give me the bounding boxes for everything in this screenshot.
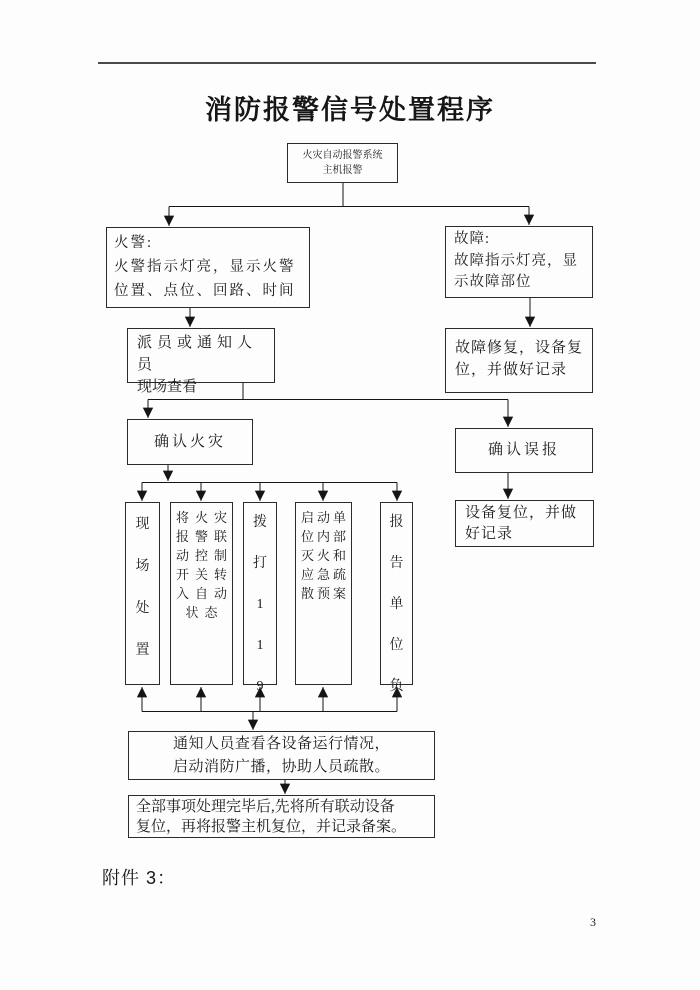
node-fault-line1: 故障: [454,231,491,247]
node-fire-line2: 火警指示灯亮，显示火警 [114,259,296,275]
node-confirm-false-alarm [455,428,593,473]
vchar: 告 [389,556,404,571]
node-reset-line1: 设备复位，并做 [465,505,578,521]
vchar: 置 [135,643,150,658]
node-fault-repair [445,328,593,393]
node-confirm-fire-label: 确认火灾 [153,433,226,450]
node-internal-plan [295,502,352,685]
vchar: 场 [135,559,150,574]
node-fault-line2: 故障指示灯亮，显 [454,252,578,269]
node-fault-line3: 示故障部位 [454,274,532,290]
vchar: 单 [389,597,404,612]
node-host-line2: 主机报警 [322,165,363,176]
vchar: 负 [389,679,404,694]
vchar: 打 [253,556,267,571]
node-reset-line2: 好记录 [465,526,514,542]
attachment-label: 附件 3： [102,868,177,888]
node-reset-record [455,500,594,547]
vrow: 启动单 [300,510,349,525]
page-title: 消防报警信号处置程序 [205,95,495,125]
vchar: 1 [256,597,264,612]
node-fault [445,226,593,298]
vrow: 报警联 [175,529,233,544]
node-host-alarm [287,143,398,183]
vrow: 开关转 [175,567,233,582]
node-fire-alarm [106,227,310,308]
vrow: 状态 [185,605,224,620]
vchar: 9 [256,679,264,694]
node-fire-line3: 位置、点位、回路、时间 [114,283,296,299]
node-repair-line2: 位，并做好记录 [455,362,568,378]
node-final-reset-record [128,795,435,838]
node-onsite-disposal [125,502,160,685]
vchar: 位 [389,638,404,653]
node-notify-broadcast [128,731,435,780]
vrow: 位内部 [300,529,349,544]
node-final-line1: 全部事项处理完毕后,先将所有联动设备 [136,799,395,815]
node-report-leader [380,502,413,694]
vrow: 将火灾 [175,510,233,525]
vchar: 拨 [253,515,267,530]
node-confirm-false-label: 确认误报 [487,442,560,458]
node-notify-line1: 通知人员查看各设备运行情况， [172,736,390,752]
vrow: 散预案 [300,586,349,601]
node-linkage-auto [170,502,233,685]
node-fire-line1: 火警: [114,235,154,251]
node-final-line2: 复位，再将报警主机复位，并记录备案。 [136,819,407,835]
node-host-line1: 火灾自动报警系统 [302,150,383,161]
vrow: 动控制 [175,548,233,563]
node-dial-119 [243,502,277,694]
node-dispatch-line2: 现场查看 [137,379,198,395]
page-number: 3 [590,915,596,929]
node-dispatch-check [127,328,275,395]
vrow: 入自动 [175,586,233,601]
node-dispatch-line1: 派员或通知人员 [137,335,258,373]
vchar: 现 [135,517,150,532]
vrow: 应急疏 [300,567,349,582]
node-confirm-fire [127,419,253,465]
vchar: 报 [389,515,404,530]
node-notify-line2: 启动消防广播，协助人员疏散。 [172,759,390,775]
vrow: 灭火和 [300,548,349,563]
vchar: 处 [135,601,150,616]
node-repair-line1: 故障修复，设备复 [455,340,584,356]
vchar: 1 [256,638,264,653]
